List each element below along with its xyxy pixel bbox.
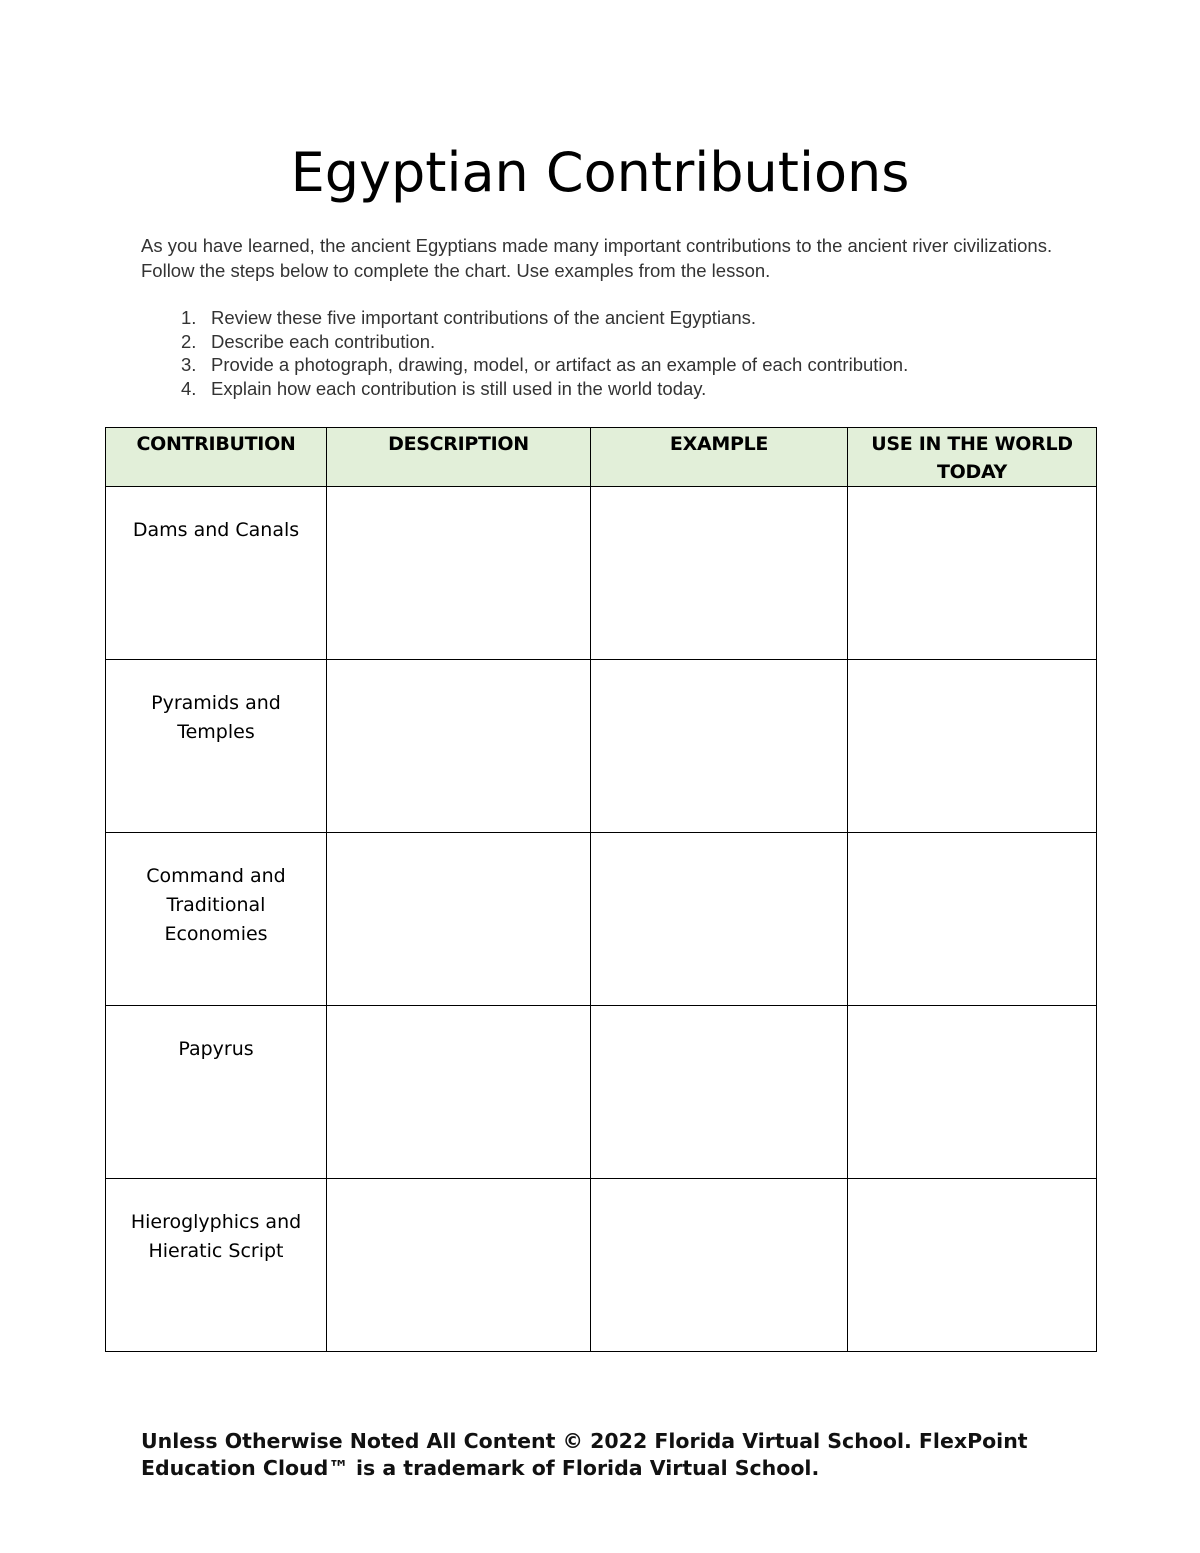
description-cell[interactable] xyxy=(327,1006,591,1179)
step-number: 4. xyxy=(181,377,197,399)
step-text: Describe each contribution. xyxy=(211,330,436,352)
use-today-cell[interactable] xyxy=(848,660,1097,833)
list-item xyxy=(141,330,1071,354)
example-cell[interactable] xyxy=(591,660,848,833)
contribution-cell: Pyramids and Temples xyxy=(106,660,327,833)
steps-list xyxy=(141,306,1071,400)
example-cell[interactable] xyxy=(591,833,848,1006)
contribution-cell: Papyrus xyxy=(106,1006,327,1179)
header-description: DESCRIPTION xyxy=(327,428,591,487)
use-today-cell[interactable] xyxy=(848,487,1097,660)
step-number: 1. xyxy=(181,307,197,328)
description-cell[interactable] xyxy=(327,487,591,660)
step-text: Review these five important contributions of the ancient Egyptians. xyxy=(211,307,757,328)
list-item xyxy=(141,353,1071,377)
table-row xyxy=(106,660,1097,833)
step-number: 2. xyxy=(181,330,197,352)
step-number: 3. xyxy=(181,354,197,375)
table-row xyxy=(106,1179,1097,1352)
copyright-footer: Unless Otherwise Noted All Content © 2022 Florida Virtual School. FlexPoint Education Cloud™ is a trademark of Florida Virtual School. xyxy=(141,1429,1028,1480)
contributions-table xyxy=(105,427,1097,1352)
use-today-cell[interactable] xyxy=(848,833,1097,1006)
header-example: EXAMPLE xyxy=(591,428,848,487)
description-cell[interactable] xyxy=(327,833,591,1006)
use-today-cell[interactable] xyxy=(848,1179,1097,1352)
description-cell[interactable] xyxy=(327,1179,591,1352)
step-text: Explain how each contribution is still used in the world today. xyxy=(211,377,707,399)
use-today-cell[interactable] xyxy=(848,1006,1097,1179)
header-use-today: USE IN THE WORLD TODAY xyxy=(848,428,1097,487)
table-row xyxy=(106,487,1097,660)
list-item xyxy=(141,306,1071,330)
example-cell[interactable] xyxy=(591,487,848,660)
list-item xyxy=(141,377,1071,401)
table-row xyxy=(106,1006,1097,1179)
contribution-cell: Dams and Canals xyxy=(106,487,327,660)
contribution-cell: Command and Traditional Economies xyxy=(106,833,327,1006)
page-title: Egyptian Contributions xyxy=(290,141,910,204)
header-contribution: CONTRIBUTION xyxy=(106,428,327,487)
description-cell[interactable] xyxy=(327,660,591,833)
table-header-row xyxy=(106,428,1097,487)
intro-paragraph: As you have learned, the ancient Egyptians made many important contributions to the ancient river civilizations. Follow the steps below to complete the chart. Use examples from the lesson. xyxy=(141,235,1053,281)
example-cell[interactable] xyxy=(591,1006,848,1179)
step-text: Provide a photograph, drawing, model, or artifact as an example of each contribution. xyxy=(211,354,909,375)
contribution-cell: Hieroglyphics and Hieratic Script xyxy=(106,1179,327,1352)
example-cell[interactable] xyxy=(591,1179,848,1352)
table-row xyxy=(106,833,1097,1006)
